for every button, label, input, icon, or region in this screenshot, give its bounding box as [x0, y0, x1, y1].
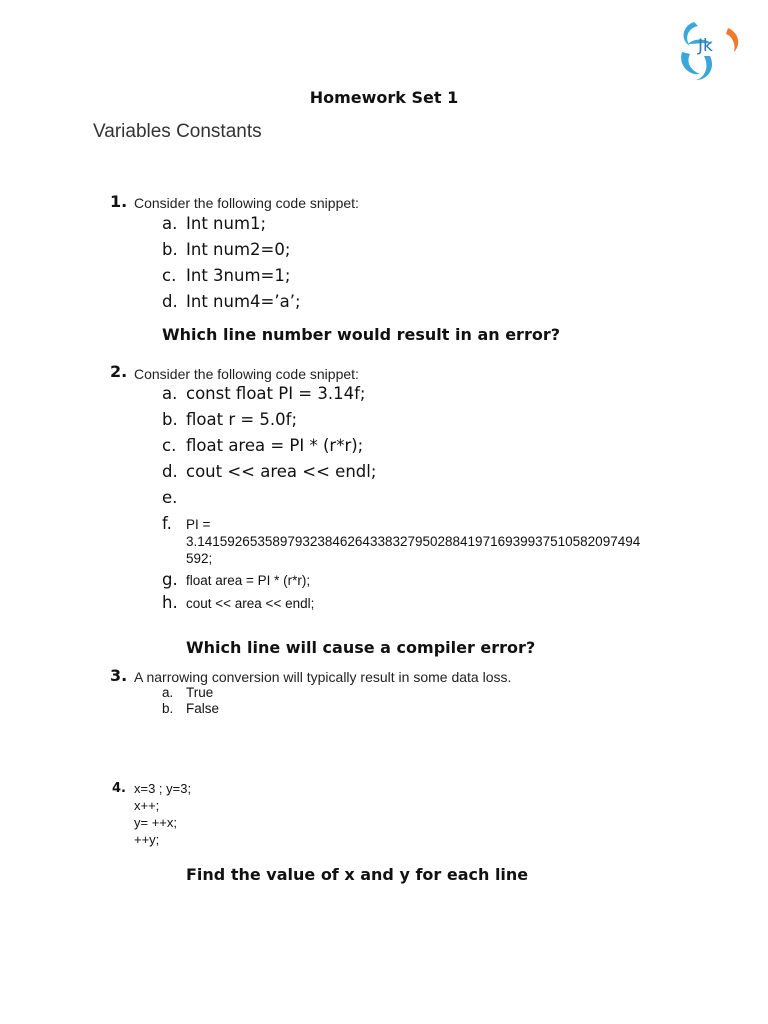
- question-1-options: [162, 211, 301, 315]
- code-line: x++;: [134, 798, 160, 813]
- code-line: ++y;: [134, 832, 160, 847]
- list-item: c. float area = PI * (r*r);: [162, 436, 364, 455]
- question-2-ask: Which line will cause a compiler error?: [186, 638, 536, 657]
- question-3-number: 3.: [110, 666, 128, 685]
- question-1-number: 1.: [110, 192, 128, 211]
- question-3-options: [162, 685, 219, 717]
- question-4-code: [134, 780, 191, 848]
- question-1-intro: Consider the following code snippet:: [134, 195, 359, 211]
- list-item: a. Int num1;: [162, 214, 267, 233]
- list-item: b. float r = 5.0f;: [162, 410, 298, 429]
- question-4-ask: Find the value of x and y for each line: [186, 865, 529, 884]
- question-2-options: [162, 381, 376, 511]
- question-3-intro: A narrowing conversion will typically result in some data loss.: [134, 669, 512, 685]
- logo: [674, 16, 744, 82]
- list-item: b. Int num2=0;: [162, 240, 291, 259]
- question-2-intro: Consider the following code snippet:: [134, 366, 359, 382]
- code-line: y= ++x;: [134, 815, 177, 830]
- page-title: Homework Set 1: [309, 88, 459, 107]
- logo-text: Jk: [698, 36, 713, 56]
- code-line: x=3 ; y=3;: [134, 781, 192, 796]
- list-item: c. Int 3num=1;: [162, 266, 291, 285]
- list-item: a. const float PI = 3.14f;: [162, 384, 366, 403]
- list-item: d. cout << area << endl;: [162, 462, 377, 481]
- list-item: d. Int num4=’a’;: [162, 292, 301, 311]
- page-subtitle: Variables Constants: [93, 121, 262, 142]
- list-item: b. False: [162, 701, 220, 716]
- list-item: e.: [162, 488, 178, 507]
- question-4-number: 4.: [112, 781, 126, 796]
- question-1-ask: Which line number would result in an error?: [162, 325, 560, 344]
- list-item: a. True: [162, 685, 214, 700]
- question-2-number: 2.: [110, 362, 128, 381]
